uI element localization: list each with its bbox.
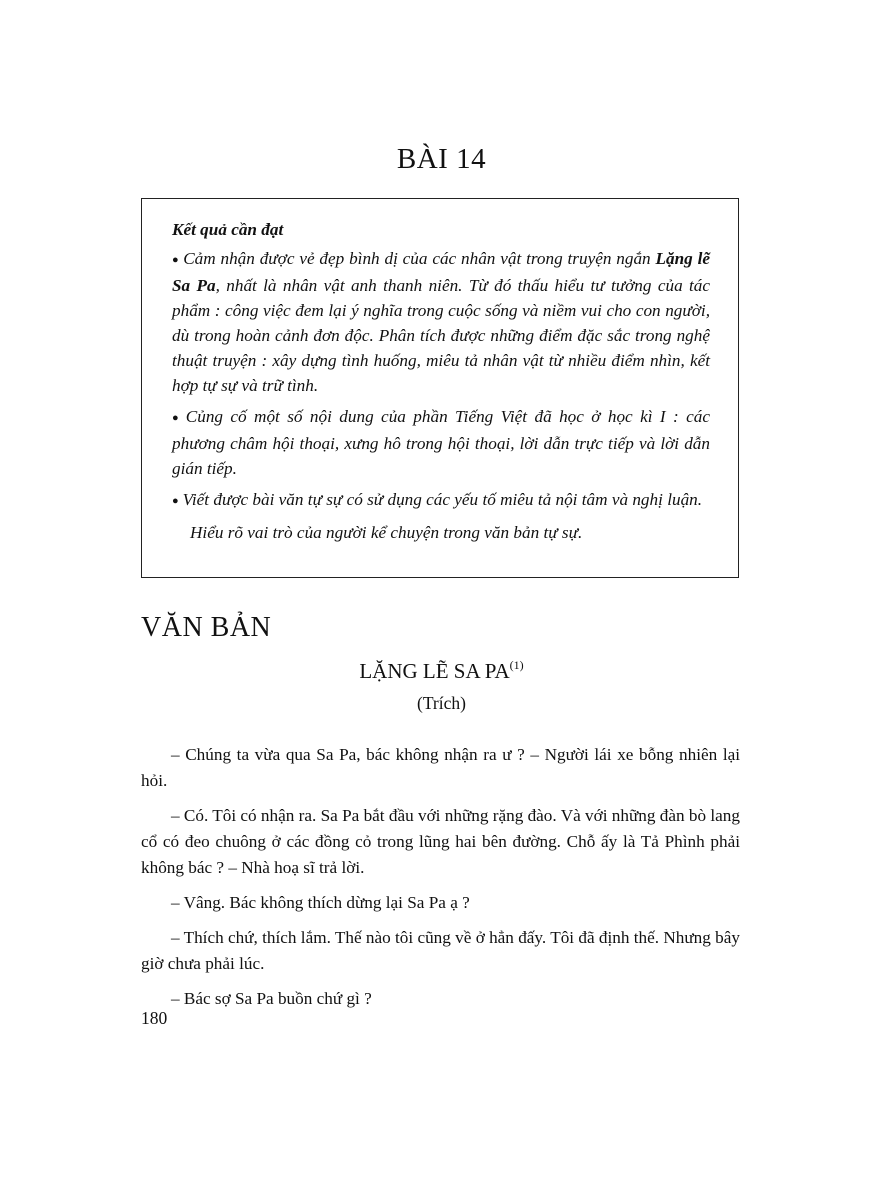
story-subtitle: (Trích) — [417, 693, 466, 713]
paragraph: – Có. Tôi có nhận ra. Sa Pa bắt đầu với những rặng đào. Và với những đàn bò lang cổ có đeo chuông ở các đồng cỏ trong lũng hai bên đường. Chỗ ấy là Tả Phình phải không bác ? – Nhà hoạ sĩ trả lời. — [141, 806, 740, 877]
objective-item-2 — [172, 404, 710, 481]
footnote-marker: (1) — [509, 658, 524, 672]
section-title: VĂN BẢN — [141, 612, 272, 643]
story-title — [0, 658, 883, 684]
objective-item-3 — [172, 487, 710, 514]
paragraph: – Chúng ta vừa qua Sa Pa, bác không nhận ra ư ? – Người lái xe bỗng nhiên lại hỏi. — [141, 745, 740, 790]
objective-item-3-text: Viết được bài văn tự sự có sử dụng các yếu tố miêu tả nội tâm và nghị luận. — [182, 490, 703, 509]
objective-item-1-text-a: Cảm nhận được vẻ đẹp bình dị của các nhân vật trong truyện ngắn — [183, 249, 656, 268]
paragraph: – Vâng. Bác không thích dừng lại Sa Pa ạ ? — [171, 893, 470, 912]
objective-item-4: Hiểu rõ vai trò của người kể chuyện trong văn bản tự sự. — [190, 523, 583, 542]
bullet-icon: ● — [172, 412, 182, 424]
story-title-text: LẶNG LẼ SA PA — [359, 659, 510, 683]
page-number: 180 — [141, 1008, 168, 1028]
objective-item-1 — [172, 246, 710, 398]
objective-item-2-text: Củng cố một số nội dung của phần Tiếng Việt đã học ở học kì I : các phương châm hội thoại, xưng hô trong hội thoại, lời dẫn trực tiếp và lời dẫn gián tiếp. — [172, 407, 710, 478]
bullet-icon: ● — [172, 495, 179, 507]
story-body — [141, 742, 740, 1021]
objectives-box — [141, 198, 739, 578]
lesson-title: BÀI 14 — [396, 143, 487, 175]
objectives-heading: Kết quả cần đạt — [172, 220, 284, 239]
paragraph: – Bác sợ Sa Pa buồn chứ gì ? — [171, 989, 372, 1008]
objective-item-1-text-b: , nhất là nhân vật anh thanh niên. Từ đó thấu hiểu tư tưởng của tác phẩm : công việc đem lại ý nghĩa trong cuộc sống và niềm vui cho con người, dù trong hoàn cảnh đơn độc. Phân tích được những điểm đặc sắc trong nghệ thuật truyện : xây dựng tình huống, miêu tả nhân vật từ nhiều điểm nhìn, kết hợp tự sự và trữ tình. — [172, 276, 711, 395]
bullet-icon: ● — [172, 254, 180, 266]
paragraph: – Thích chứ, thích lắm. Thế nào tôi cũng về ở hẳn đấy. Tôi đã định thế. Nhưng bây giờ chưa phải lúc. — [141, 928, 740, 973]
objective-item-1-emphasis: Lặng lẽ Sa Pa — [172, 249, 710, 295]
